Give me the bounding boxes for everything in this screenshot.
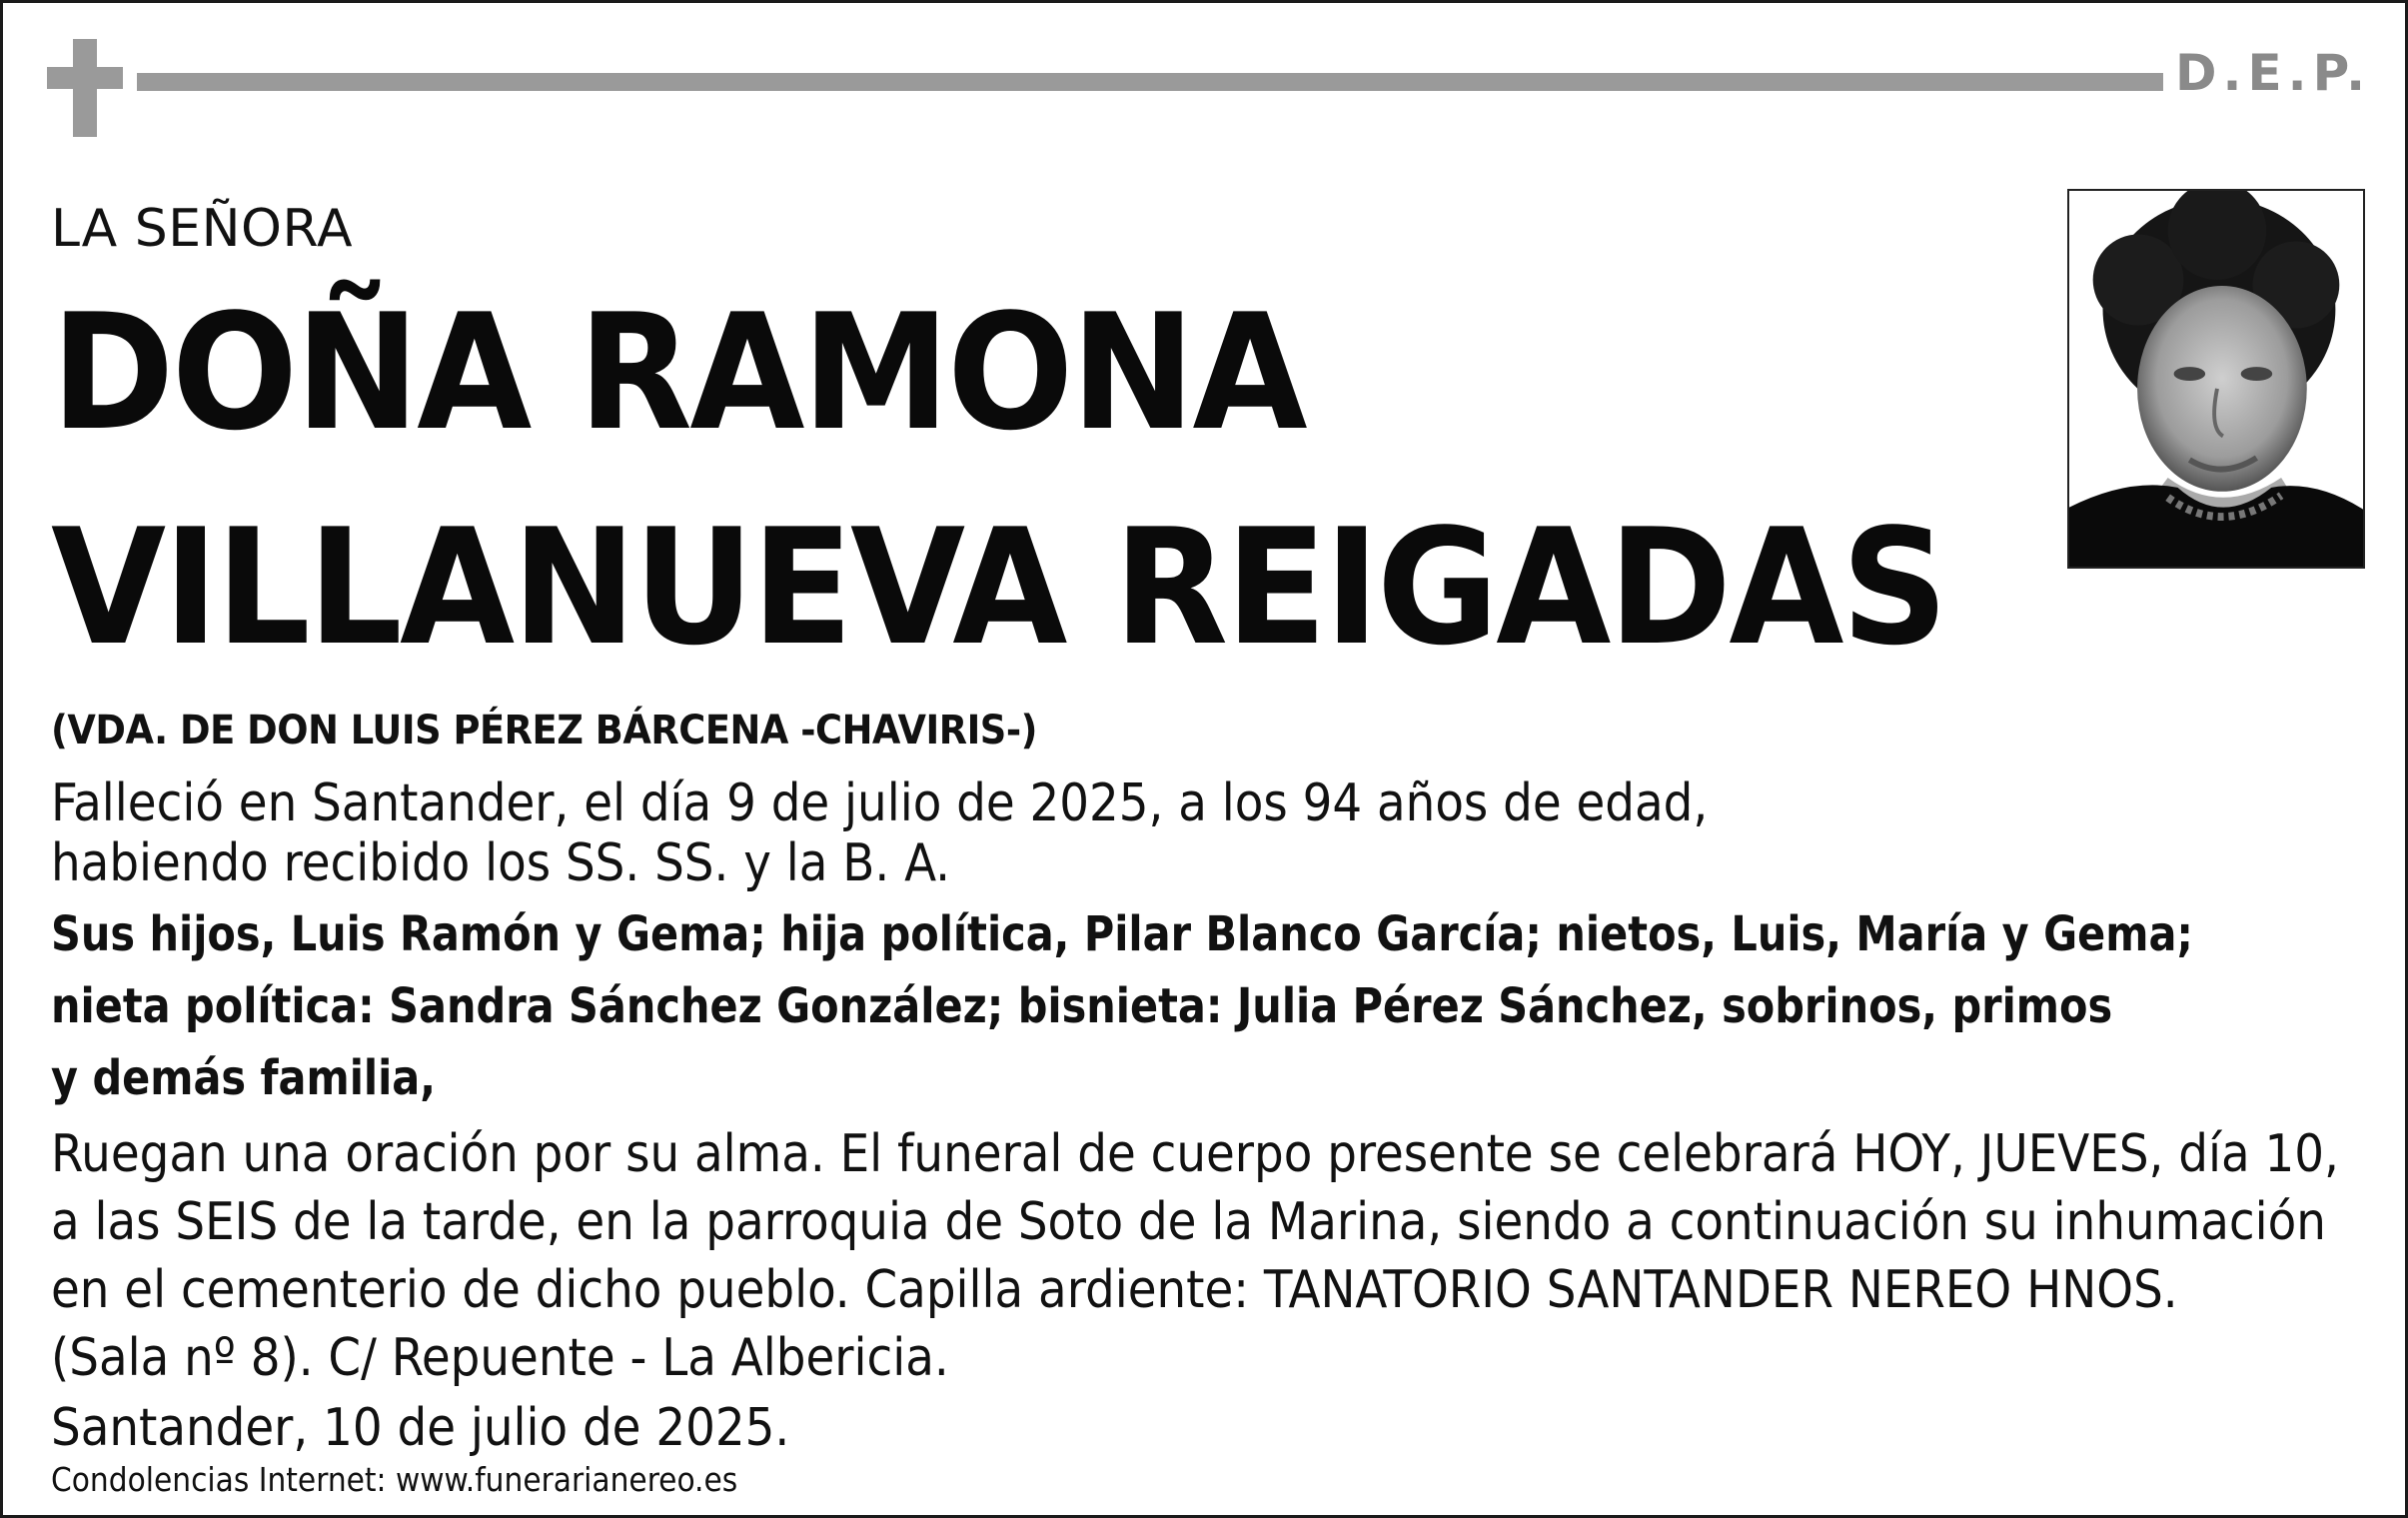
place-date: Santander, 10 de julio de 2025. <box>51 1398 790 1458</box>
widow-line: (VDA. DE DON LUIS PÉREZ BÁRCENA -CHAVIRIS-) <box>51 708 1038 754</box>
funeral-line: a las SEIS de la tarde, en la parroquia de Soto de la Marina, siendo a continuación su inhumación <box>51 1192 2326 1252</box>
family-line: y demás familia, <box>51 1050 437 1106</box>
death-line: habiendo recibido los SS. SS. y la B. A. <box>51 833 950 893</box>
header-rule <box>137 73 2163 91</box>
condolences-link[interactable]: Condolencias Internet: www.funerarianereo.es <box>51 1460 738 1499</box>
funeral-line: en el cementerio de dicho pueblo. Capilla ardiente: TANATORIO SANTANDER NEREO HNOS. <box>51 1260 2178 1320</box>
portrait-photo <box>2067 189 2365 569</box>
family-line: Sus hijos, Luis Ramón y Gema; hija política, Pilar Blanco García; nietos, Luis, María y Gema; <box>51 906 2194 962</box>
cross-icon <box>47 39 123 137</box>
funeral-line: Ruegan una oración por su alma. El funeral de cuerpo presente se celebrará HOY, JUEVES, día 10, <box>51 1124 2339 1184</box>
funeral-line: (Sala nº 8). C/ Repuente - La Albericia. <box>51 1328 949 1388</box>
dep-label: D.E.P. <box>2175 44 2372 102</box>
family-line: nieta política: Sandra Sánchez González; bisnieta: Julia Pérez Sánchez, sobrinos, primos <box>51 978 2113 1034</box>
intro-text: LA SEÑORA <box>51 199 354 259</box>
death-line: Falleció en Santander, el día 9 de julio de 2025, a los 94 años de edad, <box>51 773 1709 833</box>
deceased-name-line1: DOÑA RAMONA <box>51 279 1305 466</box>
deceased-name-line2: VILLANUEVA REIGADAS <box>51 494 1946 681</box>
